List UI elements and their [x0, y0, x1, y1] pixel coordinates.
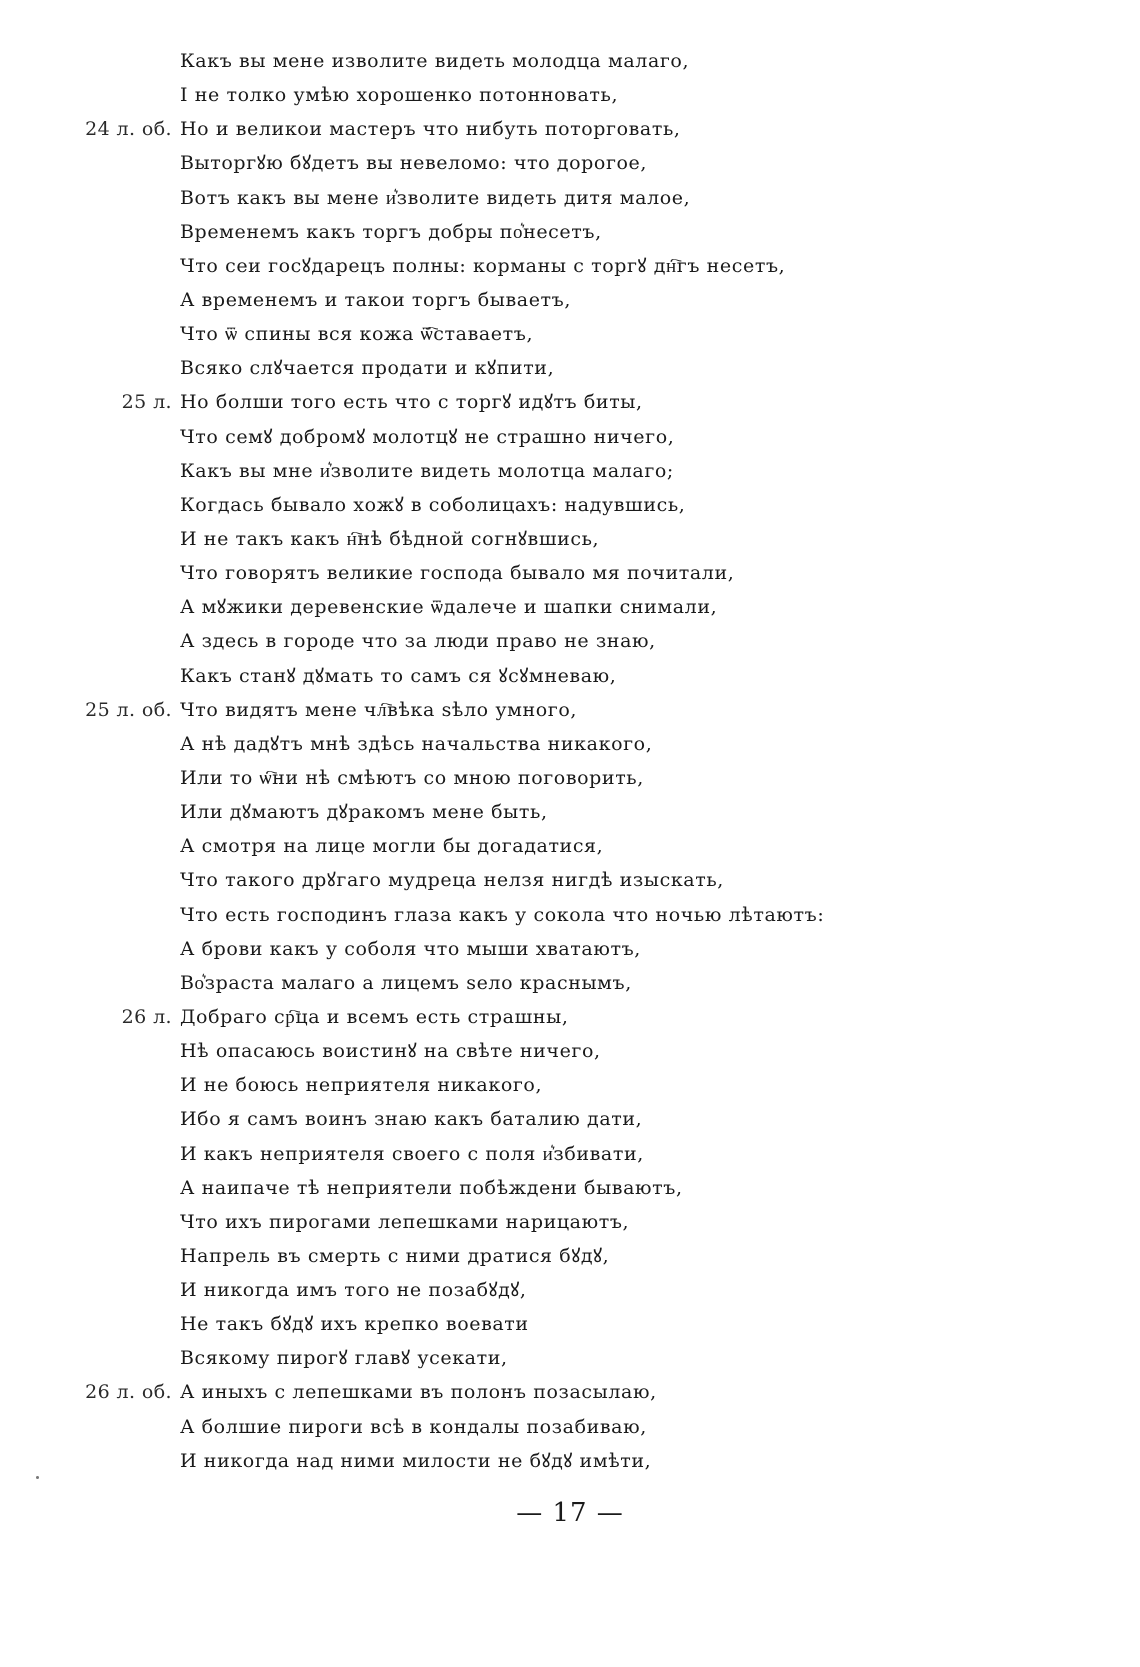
verse-text: Во͛зраста малаго а лицемъ ѕело краснымъ, — [180, 971, 632, 994]
verse-line — [0, 1205, 1140, 1239]
verse-line — [0, 1171, 1140, 1205]
verse-line — [0, 863, 1140, 897]
verse-text: Всякому пирогꙋ главꙋ усекати, — [180, 1347, 508, 1370]
verse-line — [0, 78, 1140, 112]
verse-line — [0, 932, 1140, 966]
verse-text: Нѣ опасаюсь воистинꙋ на свѣте ничего, — [180, 1040, 601, 1063]
verse-text: Какъ станꙋ дꙋмать то самъ ся ꙋсꙋмневаю, — [180, 664, 617, 687]
verse-text: И никогда над ними милости не бꙋдꙋ имѣти, — [180, 1449, 652, 1472]
verse-text: Что есть господинъ глаза какъ у сокола что ночью лѣтаютъ: — [180, 903, 825, 926]
verse-line — [0, 1375, 1140, 1409]
verse-text: И не такъ какъ н҇нѣ бѣдной согнꙋвшись, — [180, 527, 600, 550]
verse-line — [0, 624, 1140, 658]
verse-line — [0, 659, 1140, 693]
verse-line — [0, 488, 1140, 522]
verse-text: Что сеи госꙋдарецъ полны: корманы с торгꙋ дн҇гъ несетъ, — [180, 254, 786, 277]
verse-line — [0, 283, 1140, 317]
verse-line — [0, 761, 1140, 795]
verse-text: Не такъ бꙋдꙋ ихъ крепко воевати — [180, 1313, 529, 1336]
verse-line — [0, 898, 1140, 932]
verse-text: Что видятъ мене чл҇вѣка ѕѣло умного, — [180, 698, 578, 721]
folio-marker: 26 л. об. — [85, 1381, 172, 1404]
verse-text: Что говорятъ великие господа бывало мя почитали, — [180, 562, 735, 585]
verse-text: Выторгꙋю бꙋдетъ вы невеломо: что дорогое, — [180, 152, 648, 175]
verse-text: А смотря на лице могли бы догадатися, — [180, 835, 604, 858]
verse-line — [0, 44, 1140, 78]
verse-text: А здесь в городе что за люди право не знаю, — [180, 630, 656, 653]
verse-line — [0, 966, 1140, 1000]
verse-text: Когдась бывало хожꙋ в соболицахъ: надувшись, — [180, 493, 686, 516]
scan-speck — [36, 1476, 39, 1479]
verse-line — [0, 829, 1140, 863]
verse-text: Или то ѡ҇ни нѣ смѣютъ со мною поговорить, — [180, 766, 644, 789]
verse-text: Какъ вы мене изволите видеть молодца малаго, — [180, 50, 690, 72]
verse-text: Но болши того есть что с торгꙋ идꙋтъ биты, — [180, 391, 643, 414]
verse-text: И никогда имъ того не позабꙋдꙋ, — [180, 1279, 527, 1302]
verse-text: Временемъ какъ торгъ добры по͛несетъ, — [180, 220, 602, 243]
verse-line — [0, 556, 1140, 590]
verse-text: И не боюсь неприятеля никакого, — [180, 1074, 543, 1097]
verse-line — [0, 1307, 1140, 1341]
verse-line — [0, 1273, 1140, 1307]
verse-text: А брови какъ у соболя что мыши хватаютъ, — [180, 937, 641, 960]
folio-marker: 25 л. — [121, 391, 172, 414]
verse-line — [0, 1239, 1140, 1273]
verse-text: Что ихъ пирогами лепешками нарицаютъ, — [180, 1210, 630, 1233]
verse-text-block — [0, 44, 1140, 1478]
verse-line — [0, 1137, 1140, 1171]
verse-text: Но и великои мастеръ что нибуть поторговать, — [180, 118, 681, 141]
verse-line — [0, 215, 1140, 249]
verse-text: Напрель въ смерть с ними дратися бꙋдꙋ, — [180, 1244, 610, 1267]
verse-text: А наипаче тѣ неприятели побѣждени бываютъ, — [180, 1176, 683, 1199]
verse-text: Какъ вы мне и͛зволите видеть молотца малаго; — [180, 459, 674, 482]
verse-text: Ибо я самъ воинъ знаю какъ баталию дати, — [180, 1108, 643, 1131]
verse-text: И какъ неприятеля своего с поля и͛збивати, — [180, 1142, 644, 1165]
verse-text: Что семꙋ добромꙋ молотцꙋ не страшно ничего, — [180, 425, 675, 448]
verse-text: Добраго ср҇ца и всемъ есть страшны, — [180, 1005, 569, 1028]
verse-line — [0, 1102, 1140, 1136]
verse-line — [0, 522, 1140, 556]
verse-text: А временемъ и такои торгъ бываетъ, — [180, 288, 571, 311]
verse-text: Что такого дрꙋгаго мудреца нелзя нигдѣ изыскать, — [180, 869, 724, 892]
verse-text: Всяко слꙋчается продати и кꙋпити, — [180, 357, 555, 380]
verse-line — [0, 1000, 1140, 1034]
verse-line — [0, 1341, 1140, 1375]
verse-line — [0, 1068, 1140, 1102]
verse-line — [0, 351, 1140, 385]
folio-marker: 25 л. об. — [85, 698, 172, 721]
verse-line — [0, 693, 1140, 727]
verse-line — [0, 590, 1140, 624]
verse-line — [0, 454, 1140, 488]
verse-line — [0, 181, 1140, 215]
verse-text: Или дꙋмаютъ дꙋракомъ мене быть, — [180, 801, 548, 824]
verse-line — [0, 727, 1140, 761]
verse-text: А нѣ дадꙋтъ мнѣ здѣсь начальства никакого, — [180, 732, 653, 755]
verse-line — [0, 317, 1140, 351]
folio-marker: 26 л. — [121, 1005, 172, 1028]
verse-text: Вотъ какъ вы мене и͛зволите видеть дитя малое, — [180, 186, 691, 209]
verse-text: А болшие пироги всѣ в кондалы позабиваю, — [180, 1415, 647, 1438]
verse-line — [0, 112, 1140, 146]
verse-line — [0, 1444, 1140, 1478]
verse-text: А иныхъ с лепешками въ полонъ позасылаю, — [180, 1381, 657, 1404]
verse-text: А мꙋжики деревенские ѿдалече и шапки снимали, — [180, 596, 718, 619]
folio-marker: 24 л. об. — [85, 118, 172, 141]
verse-line — [0, 1034, 1140, 1068]
verse-line — [0, 385, 1140, 419]
verse-line — [0, 146, 1140, 180]
verse-line — [0, 1410, 1140, 1444]
page-number: — 17 — — [516, 1498, 624, 1528]
verse-line — [0, 420, 1140, 454]
verse-line — [0, 795, 1140, 829]
verse-text: І не толко умѣю хорошенко потонновать, — [180, 84, 619, 107]
verse-line — [0, 249, 1140, 283]
verse-text: Что ѿ спины вся кожа ѿ҇ставаетъ, — [180, 323, 534, 346]
